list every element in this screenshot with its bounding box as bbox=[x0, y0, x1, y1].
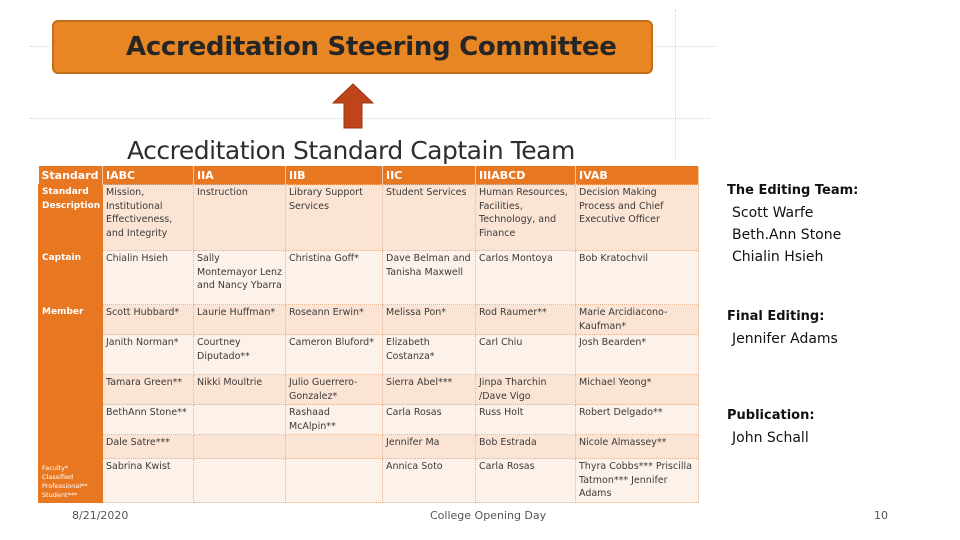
member-row bbox=[39, 459, 699, 503]
table-cell: Mission, Institutional Effectiveness, and Integrity bbox=[103, 185, 194, 251]
table-cell: Dave Belman and Tanisha Maxwell bbox=[383, 251, 476, 305]
column-header: IIC bbox=[383, 166, 476, 185]
table-cell bbox=[286, 435, 383, 459]
table-cell: Marie Arcidiacono-Kaufman* bbox=[576, 305, 699, 335]
table-cell: BethAnn Stone** bbox=[103, 405, 194, 435]
member-row bbox=[39, 335, 699, 375]
captain-team-title: Accreditation Standard Captain Team bbox=[127, 136, 575, 165]
table-cell: Rod Raumer** bbox=[476, 305, 576, 335]
column-header: IIA bbox=[194, 166, 286, 185]
table-cell: Bob Kratochvil bbox=[576, 251, 699, 305]
table-cell bbox=[194, 435, 286, 459]
table-cell: Carla Rosas bbox=[476, 459, 576, 503]
table-header-row bbox=[39, 166, 699, 185]
captain-team-table bbox=[38, 166, 699, 503]
editing-team-heading: The Editing Team: bbox=[727, 183, 859, 198]
column-header: Standard bbox=[39, 166, 103, 185]
guide-line bbox=[675, 10, 676, 160]
table-cell: Library Support Services bbox=[286, 185, 383, 251]
table-cell: Jinpa Tharchin /Dave Vigo bbox=[476, 375, 576, 405]
table-cell: Tamara Green** bbox=[103, 375, 194, 405]
table-cell: Michael Yeong* bbox=[576, 375, 699, 405]
editing-team-block bbox=[727, 180, 858, 268]
description-row bbox=[39, 185, 699, 251]
publication-name: John Schall bbox=[732, 430, 809, 446]
publication-block bbox=[727, 405, 815, 449]
table-cell: Christina Goff* bbox=[286, 251, 383, 305]
table-cell: Chialin Hsieh bbox=[103, 251, 194, 305]
table-cell: Instruction bbox=[194, 185, 286, 251]
table-cell: Carl Chiu bbox=[476, 335, 576, 375]
table-cell: Sabrina Kwist bbox=[103, 459, 194, 503]
table-cell: Carla Rosas bbox=[383, 405, 476, 435]
table-cell bbox=[194, 459, 286, 503]
banner-title: Accreditation Steering Committee bbox=[126, 32, 617, 62]
table-cell: Robert Delgado** bbox=[576, 405, 699, 435]
member-label-cell bbox=[39, 305, 103, 503]
guide-line bbox=[30, 46, 50, 47]
member-row bbox=[39, 435, 699, 459]
table-cell: Annica Soto bbox=[383, 459, 476, 503]
table-cell: Julio Guerrero-Gonzalez* bbox=[286, 375, 383, 405]
table-cell: Carlos Montoya bbox=[476, 251, 576, 305]
table-cell: Roseann Erwin* bbox=[286, 305, 383, 335]
publication-heading: Publication: bbox=[727, 408, 815, 423]
table-cell: Bob Estrada bbox=[476, 435, 576, 459]
table-cell: Jennifer Ma bbox=[383, 435, 476, 459]
row-label: Member bbox=[42, 307, 84, 317]
table-cell: Elizabeth Costanza* bbox=[383, 335, 476, 375]
editing-team-name: Beth.Ann Stone bbox=[732, 227, 842, 243]
table-cell: Melissa Pon* bbox=[383, 305, 476, 335]
column-header: IVAB bbox=[576, 166, 699, 185]
table-cell: Dale Satre*** bbox=[103, 435, 194, 459]
column-header: IIB bbox=[286, 166, 383, 185]
legend-faculty: Faculty* bbox=[42, 464, 69, 472]
table-cell: Courtney Diputado** bbox=[194, 335, 286, 375]
final-editing-heading: Final Editing: bbox=[727, 309, 825, 324]
editing-team-name: Scott Warfe bbox=[732, 205, 814, 221]
column-header: IABC bbox=[103, 166, 194, 185]
table-cell: Scott Hubbard* bbox=[103, 305, 194, 335]
table-cell bbox=[286, 459, 383, 503]
table-cell: Rashaad McAlpin** bbox=[286, 405, 383, 435]
table-cell: Sierra Abel*** bbox=[383, 375, 476, 405]
final-editing-block bbox=[727, 306, 838, 350]
footer-center: College Opening Day bbox=[430, 509, 547, 522]
final-editing-name: Jennifer Adams bbox=[732, 331, 838, 347]
legend-classified: Classified Professional** bbox=[42, 473, 88, 490]
row-label: Standard Description bbox=[39, 185, 103, 251]
table-cell: Human Resources, Facilities, Technology, and Finance bbox=[476, 185, 576, 251]
up-arrow-icon bbox=[332, 83, 374, 129]
table-cell: Thyra Cobbs*** Priscilla Tatmon*** Jennifer Adams bbox=[576, 459, 699, 503]
table-cell: Laurie Huffman* bbox=[194, 305, 286, 335]
guide-line bbox=[655, 46, 715, 47]
member-row bbox=[39, 405, 699, 435]
table-cell: Janith Norman* bbox=[103, 335, 194, 375]
column-header: IIIABCD bbox=[476, 166, 576, 185]
table-cell: Josh Bearden* bbox=[576, 335, 699, 375]
footer-date: 8/21/2020 bbox=[72, 509, 129, 522]
table-cell: Nikki Moultrie bbox=[194, 375, 286, 405]
editing-team-name: Chialin Hsieh bbox=[732, 249, 824, 265]
captain-row bbox=[39, 251, 699, 305]
table-cell: Cameron Bluford* bbox=[286, 335, 383, 375]
table-cell: Nicole Almassey** bbox=[576, 435, 699, 459]
member-row bbox=[39, 375, 699, 405]
table-cell: Sally Montemayor Lenz and Nancy Ybarra bbox=[194, 251, 286, 305]
row-label: Captain bbox=[39, 251, 103, 305]
table-cell: Russ Holt bbox=[476, 405, 576, 435]
page-number: 10 bbox=[874, 509, 888, 522]
legend-student: Student*** bbox=[42, 491, 78, 499]
table-cell: Student Services bbox=[383, 185, 476, 251]
member-legend bbox=[42, 464, 102, 500]
table-cell: Decision Making Process and Chief Executive Officer bbox=[576, 185, 699, 251]
member-row bbox=[39, 305, 699, 335]
steering-committee-banner bbox=[52, 20, 653, 74]
table-cell bbox=[194, 405, 286, 435]
